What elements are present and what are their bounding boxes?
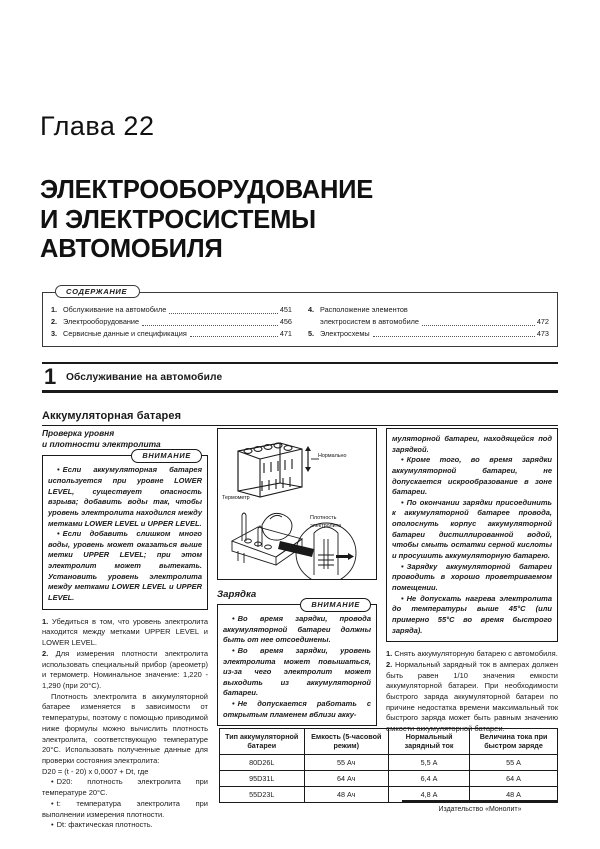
middle-subtitle: Зарядка <box>217 589 257 600</box>
step-text: Убедиться в том, что уровень электролита находится между метками UPPER LEVEL и LOWER LEVEL. <box>42 616 208 648</box>
battery-spec-table <box>219 728 558 803</box>
table-cell: 5,5 А <box>389 754 470 770</box>
warning-tab-label: ВНИМАНИЕ <box>300 598 371 612</box>
table-cell: 4,8 А <box>389 786 470 802</box>
topic-title: Аккумуляторная батарея <box>42 410 182 422</box>
toc-entry[interactable] <box>51 316 292 328</box>
definition-text: t: температура электролита при выполнении измерения плотности. <box>42 798 208 819</box>
toc-entry[interactable] <box>308 328 549 340</box>
definition-text: Dt: фактическая плотность. <box>56 820 153 830</box>
table-cell: 6,4 А <box>389 770 470 786</box>
topic-rule <box>42 425 558 426</box>
toc-entry-label: Сервисные данные и спецификация <box>63 328 187 338</box>
toc-tab-label: СОДЕРЖАНИЕ <box>55 285 140 298</box>
bullet-icon: • <box>51 820 54 830</box>
toc-entry-label: Электрооборудование <box>63 316 140 326</box>
warning-continued-lead: муляторной батареи, находящейся под зарядкой. <box>392 434 552 454</box>
section-rule-bottom <box>42 390 558 392</box>
warning-item <box>48 465 202 529</box>
step-item <box>42 617 208 649</box>
chapter-title-line-1: ЭЛЕКТРООБОРУДОВАНИЕ <box>40 176 374 204</box>
figure-label-thermometer: Термометр <box>222 495 250 501</box>
bullet-icon: • <box>51 777 54 787</box>
warning-item-text: Во время зарядки, уровень электролита может повышаться, из-за чего электролит может выходить из аккумуляторной батареи. <box>223 645 371 698</box>
warning-item <box>392 498 552 562</box>
section-name: Обслуживание на автомобиле <box>66 371 223 383</box>
bullet-icon: • <box>51 798 54 808</box>
bullet-icon: • <box>232 614 235 623</box>
toc-entry-label: Обслуживание на автомобиле <box>63 305 167 314</box>
section-header <box>42 362 558 393</box>
warning-item-text: По окончании зарядки присоединить к аккумуляторной батарее провода, ополоснуть корпус аккумуляторной батареи дистиллированной водой, чтобы смыть остатки серной кислоты и просушить аккумуляторную батарею. <box>392 497 552 561</box>
warning-item-text: Если аккумуляторная батарея используется при уровне LOWER LEVEL, существует опасность взрыва; добавить воды так, чтобы уровень электролита находился между метками LOWER LEVEL и UPPER LEVEL. <box>48 465 202 528</box>
toc-leader-dots <box>190 329 278 337</box>
step-number: 1. <box>386 649 393 659</box>
definition-item <box>42 777 208 798</box>
warning-item-text: Не допускать нагрева электролита до температуры выше 45°С (или примерно 55°С во время быстрого заряда). <box>392 593 552 635</box>
table-header-row <box>220 729 558 755</box>
bullet-icon: • <box>232 645 235 655</box>
toc-leader-dots <box>422 318 535 326</box>
step-item <box>386 660 558 735</box>
table-row <box>220 770 558 786</box>
definition-item <box>42 820 208 831</box>
toc-entry-number: 5. <box>308 328 315 338</box>
step-number: 1. <box>42 616 49 626</box>
warning-item-text: Во время зарядки, провода аккумуляторной батареи должны быть от нее отсоединены. <box>223 614 371 645</box>
table-cell: 95D31L <box>220 770 305 786</box>
left-subtitle-line-1: Проверка уровня <box>42 428 115 438</box>
battery-illustration <box>217 428 377 580</box>
toc-entry-number: 4. <box>308 305 315 314</box>
table-row <box>220 754 558 770</box>
toc-leader-dots <box>373 329 535 337</box>
toc-leader-dots <box>169 306 278 314</box>
bullet-icon: • <box>401 455 404 465</box>
warning-item <box>223 646 371 699</box>
chapter-title <box>40 176 520 265</box>
warning-box-electrolyte <box>42 451 208 609</box>
toc-entry-page: 456 <box>279 316 292 326</box>
toc-entry-continuation[interactable] <box>308 316 549 328</box>
bullet-icon: • <box>57 465 60 475</box>
chapter-number: Глава 22 <box>40 111 155 141</box>
warning-item-text: Кроме того, во время зарядки аккумуляторной батареи, не допускается искрообразование в зоне батареи. <box>392 455 552 497</box>
table-header-cell: Тип аккумуляторной батареи <box>220 729 305 755</box>
left-paragraph: Плотность электролита в аккумуляторной батарее изменяется в зависимости от температуры, поэтому с помощью приводимой ниже формулы можно вычислить плотность электролита, соответствующую температуре 20°С. Использовать полученные данные для проверки состояния электролита: <box>42 691 208 766</box>
step-text: Нормальный зарядный ток в амперах должен быть равен 1/10 значения емкости аккумуляторной батареи. При необходимости быстрого заряда аккумуляторной батареи по причине недостатка времени максимальный ток быстрого заряда может быть равным значению емкости аккумуляторной батареи. <box>386 659 558 734</box>
warning-item <box>392 562 552 594</box>
toc-entry-page: 471 <box>279 328 292 338</box>
step-number: 2. <box>386 659 393 669</box>
definition-text: D20: плотность электролита при температуре 20°С. <box>42 777 208 798</box>
footer-publisher: Издательство «Монолит» <box>438 806 522 813</box>
table-cell: 48 Ач <box>304 786 389 802</box>
table-header-cell: Величина тока при быстром заряде <box>470 729 558 755</box>
toc-entry[interactable] <box>51 304 292 316</box>
warning-item <box>392 594 552 637</box>
warning-box-continued <box>386 428 558 642</box>
left-subtitle-line-2: и плотности электролита <box>42 439 161 450</box>
warning-tab-label: ВНИМАНИЕ <box>131 449 202 463</box>
step-text: Снять аккумуляторную батарею с автомобиля. <box>394 649 558 659</box>
warning-item-text: Не допускается работать с открытым пламенем вблизи акку- <box>223 699 371 719</box>
warning-item <box>223 614 371 646</box>
table-header-cell: Емкость (5-часовой режим) <box>304 729 389 755</box>
table-of-contents <box>42 287 558 347</box>
table-header-cell: Нормальный зарядный ток <box>389 729 470 755</box>
toc-entry-page: 473 <box>536 328 549 338</box>
toc-entry-label: Расположение элементов <box>320 305 408 314</box>
table-cell: 55D23L <box>220 786 305 802</box>
table-cell: 48 А <box>470 786 558 802</box>
warning-item-text: Если добавить слишком много воды, уровень может оказаться выше метки UPPER LEVEL; при этом электролит может вытекать. Установить уровень электролита между метками LOWER LEVEL и UPPER LEVEL. <box>48 529 202 603</box>
bullet-icon: • <box>401 497 404 507</box>
bullet-icon: • <box>232 699 235 709</box>
footer-rule <box>402 800 558 802</box>
bullet-icon: • <box>401 561 404 571</box>
column-left <box>42 428 208 830</box>
toc-entry-number: 2. <box>51 316 58 326</box>
table-cell: 64 Ач <box>304 770 389 786</box>
warning-item <box>48 529 202 603</box>
toc-entry[interactable] <box>308 304 549 316</box>
toc-entry-label-2: электросистем в автомобиле <box>320 316 419 326</box>
figure-label-density-line-1: Плотность <box>310 515 337 521</box>
bullet-icon: • <box>57 529 60 539</box>
table-cell: 64 А <box>470 770 558 786</box>
chapter-title-line-2: И ЭЛЕКТРОСИСТЕМЫ <box>40 205 316 234</box>
table-cell: 55 А <box>470 754 558 770</box>
table-cell: 55 Ач <box>304 754 389 770</box>
toc-column-right <box>308 304 549 339</box>
table-cell: 80D26L <box>220 754 305 770</box>
toc-entry-number: 3. <box>51 328 58 338</box>
bullet-icon: • <box>401 593 404 603</box>
left-subtitle <box>42 428 208 450</box>
chapter-title-line-3: АВТОМОБИЛЯ <box>40 235 223 264</box>
battery-diagram-svg <box>218 429 376 579</box>
toc-entry-page: 451 <box>279 305 292 314</box>
definition-item <box>42 799 208 820</box>
step-text: Для измерения плотности электролита использовать специальный прибор (ареометр) и термометр. Номинальное значение: 1,220 - 1,290 (при 20°С). <box>42 648 208 690</box>
toc-entry-number: 1. <box>51 305 58 314</box>
figure-label-density-line-2: электролита <box>310 523 342 529</box>
warning-item <box>223 699 371 720</box>
toc-entry-label: Электросхемы <box>320 328 370 338</box>
toc-leader-dots <box>142 318 278 326</box>
warning-item <box>392 455 552 498</box>
toc-entry-page: 472 <box>536 316 549 326</box>
topic-heading <box>42 408 558 426</box>
step-item <box>42 649 208 692</box>
toc-entry[interactable] <box>51 328 292 340</box>
warning-box-charging <box>217 600 377 726</box>
step-item <box>386 649 558 660</box>
figure-label-normal: Нормально <box>318 453 347 459</box>
toc-column-left <box>51 304 292 339</box>
step-number: 2. <box>42 648 49 658</box>
formula: D20 = (t - 20) х 0,0007 + Dt, где <box>42 766 149 776</box>
warning-item-text: Зарядку аккумуляторной батареи проводить в хорошо проветриваемом помещении. <box>392 561 552 592</box>
section-number: 1 <box>44 364 57 390</box>
